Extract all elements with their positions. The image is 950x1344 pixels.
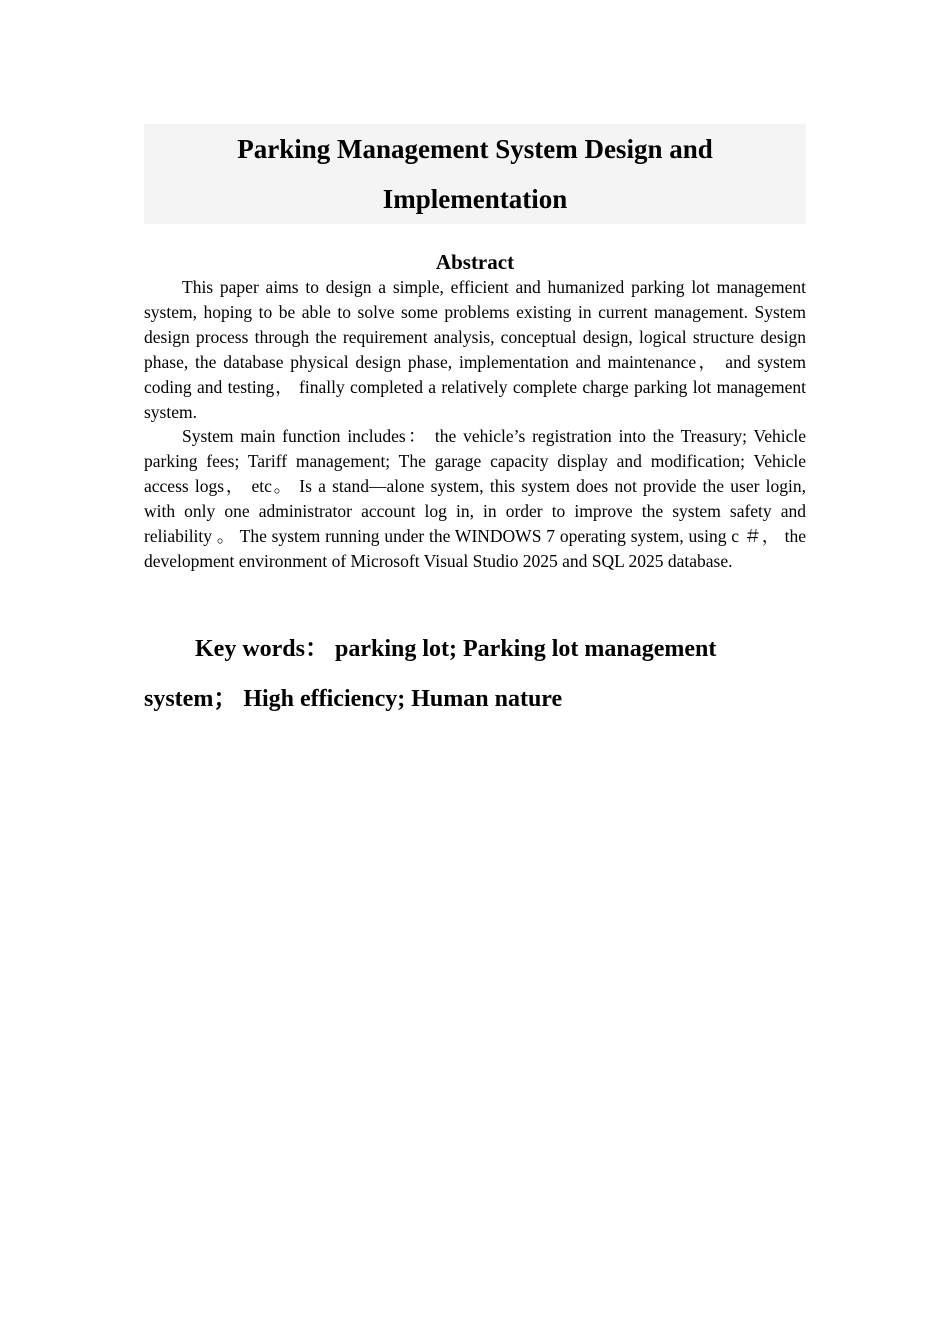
title-line-1: Parking Management System Design and (237, 134, 713, 164)
abstract-paragraph-1: This paper aims to design a simple, efficient and humanized parking lot management system, hoping to be able to solve some problems existing in current management. System design process through the requirement analysis, conceptual design, logical structure design phase, the database physical design phase, implementation and maintenance， and system coding and testing， finally completed a relatively complete charge parking lot management system. (144, 277, 806, 422)
document-page (144, 124, 806, 724)
keywords-text: parking lot; Parking lot management system； High efficiency; Human nature (144, 635, 717, 712)
keywords-label: Key words： (195, 635, 329, 662)
document-title (144, 124, 806, 224)
abstract-heading: Abstract (435, 250, 515, 274)
title-line-2: Implementation (382, 184, 568, 214)
abstract-paragraph-2: System main function includes： the vehicle’s registration into the Treasury; Vehicle parking fees; Tariff management; The garage capacity display and modification; Vehicle access logs， etc。 Is a stand—alone system, this system does not provide the user login, with only one administrator account log in, in order to improve the system safety and reliability 。 The system running under the WINDOWS 7 operating system, using c ＃， the development environment of Microsoft Visual Studio 2025 and SQL 2025 database. (144, 426, 806, 571)
keywords (144, 624, 806, 724)
